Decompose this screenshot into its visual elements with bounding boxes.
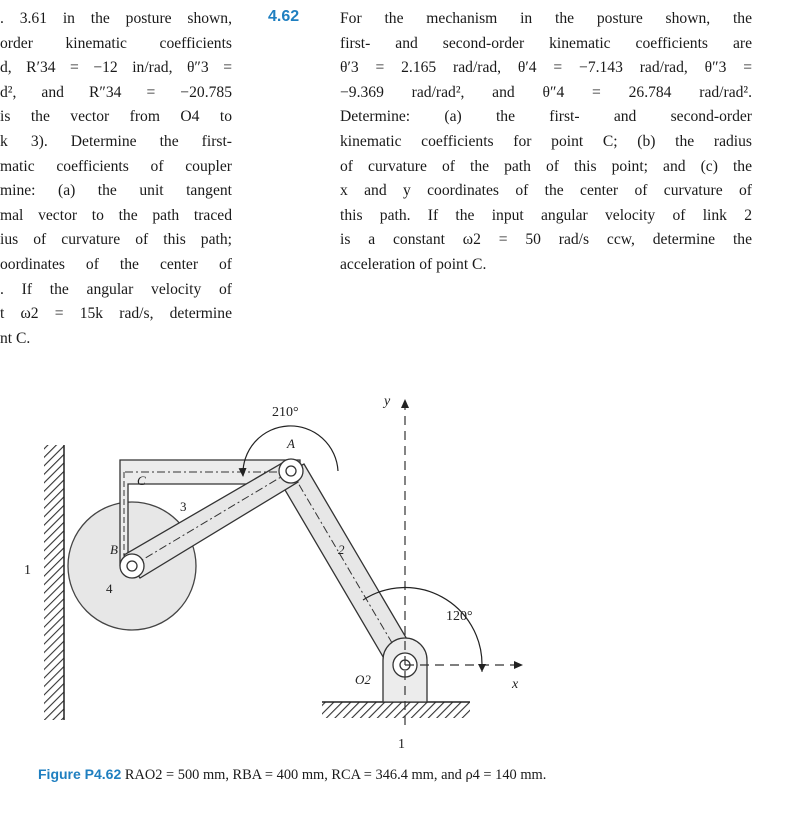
left-line: d, R′34 = −12 in/rad, θ″3 = bbox=[0, 59, 232, 77]
left-line: t ω2 = 15k rad/s, determine bbox=[0, 305, 232, 323]
label-axis-y: y bbox=[384, 394, 391, 409]
label-point-c: C bbox=[137, 473, 146, 488]
problem-line: θ′3 = 2.165 rad/rad, θ′4 = −7.143 rad/rad, θ″3 = bbox=[340, 59, 752, 77]
problem-line: x and y coordinates of the center of curvature of bbox=[340, 182, 752, 200]
label-link-2: 2 bbox=[338, 542, 345, 557]
left-line: . If the angular velocity of bbox=[0, 280, 232, 298]
caption-text: RAO2 = 500 mm, RBA = 400 mm, RCA = 346.4 mm, and ρ4 = 140 mm. bbox=[124, 767, 547, 783]
left-line: ius of curvature of this path; bbox=[0, 231, 232, 249]
pin-joint-b bbox=[120, 554, 144, 578]
label-link-1-bottom: 1 bbox=[398, 737, 405, 748]
left-line: . 3.61 in the posture shown, bbox=[0, 10, 232, 27]
mechanism-figure bbox=[0, 388, 800, 748]
label-angle-120: 120° bbox=[446, 609, 473, 624]
problem-line: Determine: (a) the first- and second-order bbox=[340, 108, 752, 126]
label-link-1-left: 1 bbox=[24, 563, 31, 578]
problem-line: first- and second-order kinematic coefficients are bbox=[340, 34, 752, 52]
left-line: k 3). Determine the first- bbox=[0, 132, 232, 150]
left-line: d², and R″34 = −20.785 bbox=[0, 83, 232, 101]
problem-line: For the mechanism in the posture shown, the bbox=[340, 10, 752, 27]
pin-joint-a bbox=[279, 459, 303, 483]
left-line: mine: (a) the unit tangent bbox=[0, 182, 232, 200]
label-point-a: A bbox=[287, 436, 295, 451]
problem-line: this path. If the input angular velocity of link 2 bbox=[340, 206, 752, 224]
left-line: is the vector from O4 to bbox=[0, 108, 232, 126]
label-link-3: 3 bbox=[180, 499, 187, 514]
problem-statement bbox=[340, 7, 752, 278]
left-line: order kinematic coefficients bbox=[0, 34, 232, 52]
label-angle-210: 210° bbox=[272, 405, 299, 420]
problem-line: is a constant ω2 = 50 rad/s ccw, determine the bbox=[340, 231, 752, 249]
label-point-b: B bbox=[110, 542, 118, 557]
problem-line: −9.369 rad/rad², and θ″4 = 26.784 rad/rad². bbox=[340, 83, 752, 101]
left-line: nt C. bbox=[0, 329, 31, 347]
angle-arc-120-arrowhead bbox=[478, 664, 486, 672]
left-ground-wall bbox=[44, 445, 64, 720]
left-line: matic coefficients of coupler bbox=[0, 157, 232, 175]
figure-caption bbox=[38, 766, 546, 784]
left-column-text bbox=[0, 7, 232, 351]
left-line: mal vector to the path traced bbox=[0, 206, 232, 224]
problem-line: acceleration of point C. bbox=[340, 255, 487, 273]
label-link-4: 4 bbox=[106, 581, 113, 596]
problem-line: of curvature of the path of this point; and (c) the bbox=[340, 157, 752, 175]
label-point-o2: O2 bbox=[355, 672, 371, 687]
label-axis-x: x bbox=[512, 677, 519, 692]
problem-line: kinematic coefficients for point C; (b) the radius bbox=[340, 132, 752, 150]
caption-label: Figure P4.62 bbox=[38, 766, 122, 782]
bottom-ground bbox=[322, 702, 470, 718]
left-line: oordinates of the center of bbox=[0, 255, 232, 273]
problem-number: 4.62 bbox=[268, 8, 300, 25]
